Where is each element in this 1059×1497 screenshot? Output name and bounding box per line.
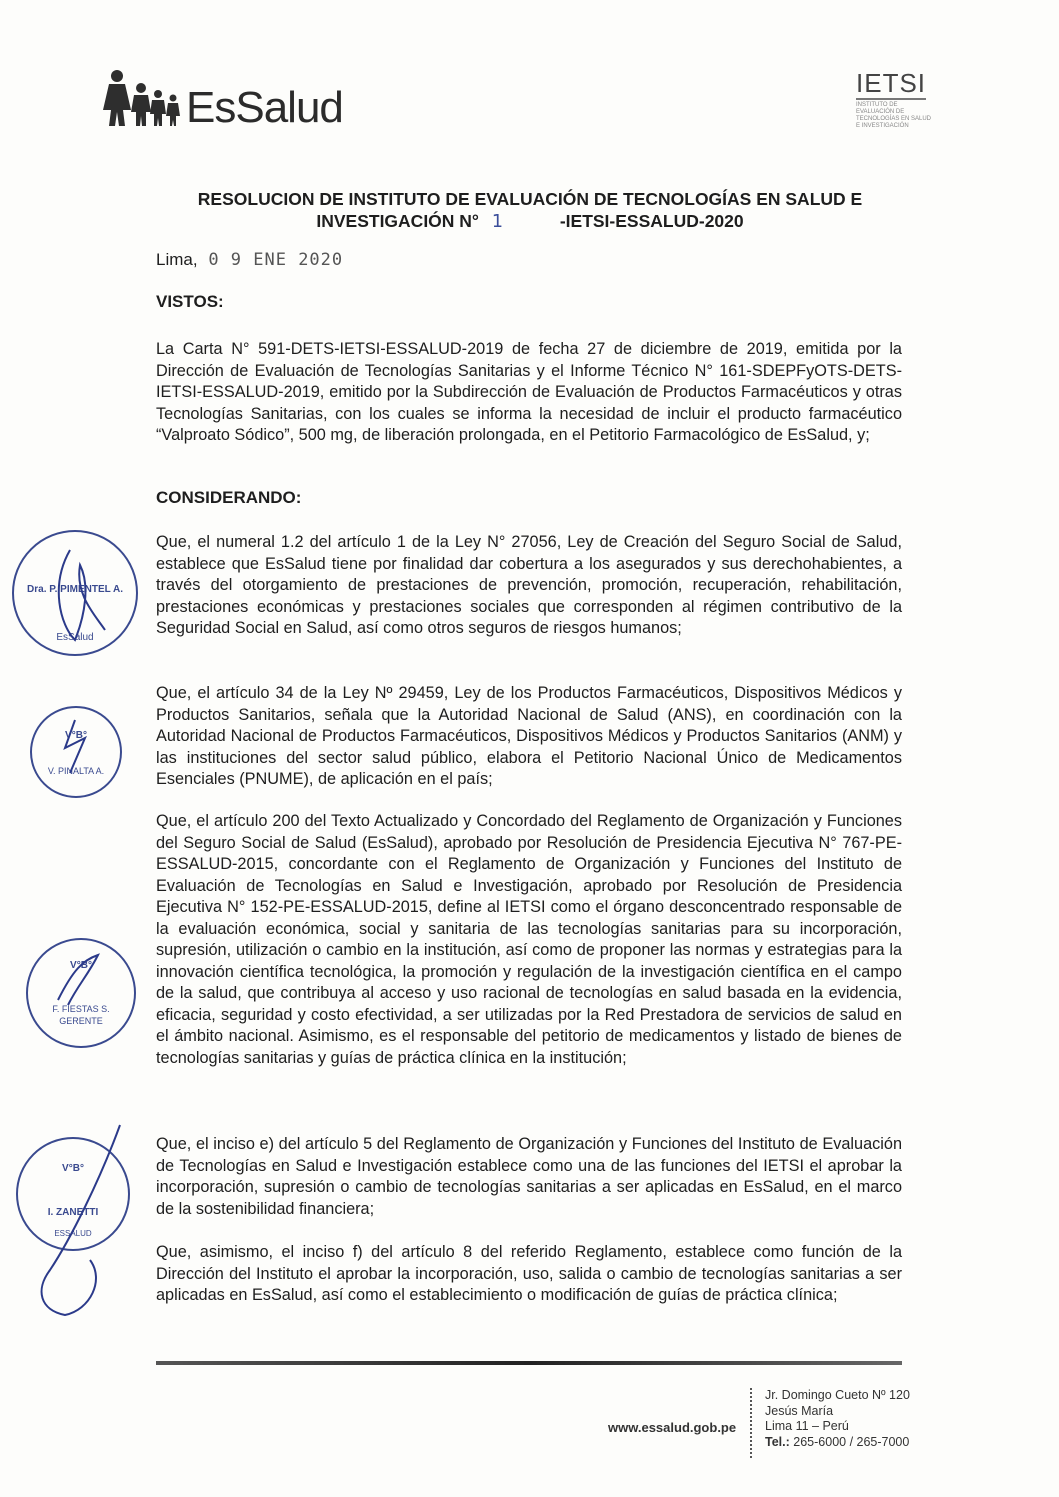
considerando-paragraph-5: Que, asimismo, el inciso f) del artículo 8 del referido Reglamento, establece como función de la Dirección del Instituto el aprobar la incorporación, uso, salida o cambio de tecnologías sanitarias a ser aplicadas en EsSalud, así como el establecimiento o modificación de guías de práctica clínica; [156,1243,902,1304]
signature-1 [40,545,110,645]
phone-value: 265-6000 / 265-7000 [793,1434,910,1449]
seal-org: ESSALUD [54,1229,92,1238]
seal-name: V. PINALTA A. [47,766,105,776]
seal-vb: V°B° [65,730,87,741]
considerando-paragraph-4: Que, el inciso e) del artículo 5 del Reglamento de Organización y Funciones del Instituto de Evaluación de Tecnologías en Salud e Investigación establece como una de las funciones del IETSI el aprobar la incorporación, supresión o cambio de tecnologías sanitarias a ser aplicadas en EsSalud, en el marco de la sostenibilidad financiera; [156,1135,902,1218]
date-stamp: 0 9 ENE 2020 [208,250,344,270]
seal-org: GERENTE [59,1016,103,1026]
seal-vb: V°B° [70,960,92,971]
considerando-paragraph-3: Que, el artículo 200 del Texto Actualizado y Concordado del Reglamento de Organización y Funciones del Seguro Social de Salud (EsSalud), aprobado por Resolución de Presidencia Ejecutiva N° 767-PE-ESSALUD-2015, concordante con el Reglamento de Organización y Funciones del Instituto de Evaluación de Tecnologías en Salud e Investigación, aprobado por Resolución de Presidencia Ejecutiva N° 152-PE-ESSALUD-2015, define al IETSI como el órgano desconcentrado responsable de la evaluación económica, social y sanitaria de las tecnologías sanitarias para su incorporación, supresión, utilización o cambio en la institución, así como de proponer las normas y estrategias para la innovación científica tecnológica, la promoción y regulación de la investigación científica en el campo de la salud, que contribuya al acceso y uso racional de tecnologías en salud basada en la evidencia, eficacia, seguridad y costo efectividad, a ser utilizadas por la Red Prestadora de servicios de salud en el ámbito nacional. Asimismo, es el responsable del petitorio de medicamentos y listado de bienes de tecnologías sanitarias y guías de práctica clínica en la institución; [156,812,902,1067]
phone-label: Tel.: [765,1434,790,1449]
date-line [156,250,343,270]
family-icon [103,68,183,130]
title-line-1: RESOLUCION DE INSTITUTO DE EVALUACIÓN DE TECNOLOGÍAS EN SALUD E [197,189,863,209]
considerando-paragraph-2: Que, el artículo 34 de la Ley Nº 29459, Ley de los Productos Farmacéuticos, Dispositivos Médicos y Productos Sanitarios, señala que la Autoridad Nacional de Salud (ANS), en coordinación con la Autoridad Nacional de Productos Farmacéuticos, Dispositivos Médicos y Productos Sanitarios (ANM) y las instituciones del sector salud público, elabora el Petitorio Nacional Único de Medicamentos Esenciales (PNUME), de aplicación en el país; [156,684,902,788]
ietsi-logo [856,70,936,130]
brand-name: EsSalud [186,83,343,132]
signature-3 [48,950,108,1010]
vistos-heading: VISTOS: [156,292,224,311]
essalud-logo [103,66,373,138]
ietsi-subtitle: INSTITUTO DE EVALUACIÓN DE TECNOLOGÍAS EN SALUD E INVESTIGACIÓN [856,102,932,129]
footer-website: www.essalud.gob.pe [608,1420,737,1435]
seal-name: F. FIESTAS S. [52,1004,110,1014]
seal-name: Dra. P. PIMENTEL A. [27,584,123,595]
title-suffix: -IETSI-ESSALUD-2020 [559,211,744,231]
ietsi-title: IETSI [856,68,927,98]
resolution-number: 1 [491,212,503,232]
address-line-1: Jr. Domingo Cueto Nº 120 [765,1388,910,1402]
title-line-2 [120,210,940,233]
footer-rule [156,1361,902,1365]
considerando-paragraph-1: Que, el numeral 1.2 del artículo 1 de la Ley N° 27056, Ley de Creación del Seguro Social de Salud, establece que EsSalud tiene por finalidad dar cobertura a los asegurados y sus derechohabientes, a través del otorgamiento de prestaciones de prevención, promoción, recuperación, rehabilitación, prestaciones económicas y prestaciones sociales que corresponden al régimen contributivo de la Seguridad Social en Salud, así como otros seguros de riesgos humanos; [156,533,902,637]
footer-divider [750,1388,752,1458]
date-label: Lima, [156,250,198,269]
title-prefix: INVESTIGACIÓN N° [316,211,479,231]
signature-2 [55,718,95,778]
seal-name: I. ZANETTI [47,1207,99,1218]
seal-org: EsSalud [56,632,94,643]
seal-vb: V°B° [62,1163,84,1174]
vistos-paragraph: La Carta N° 591-DETS-IETSI-ESSALUD-2019 de fecha 27 de diciembre de 2019, emitida por la Dirección de Evaluación de Tecnologías Sanitarias y el Informe Técnico N° 161-SDEPFyOTS-DETS-IETSI-ESSALUD-2019, emitido por la Subdirección de Evaluación de Productos Farmacéuticos y otras Tecnologías Sanitarias, con los cuales se informa la necesidad de incluir el producto farmacéutico “Valproato Sódico”, 500 mg, de liberación prolongada, en el Petitorio Farmacológico de EsSalud, y; [156,340,902,444]
address-line-2: Jesús María [765,1403,834,1418]
considerando-heading: CONSIDERANDO: [156,488,302,507]
phone-line [765,1435,910,1451]
address-line-3: Lima 11 – Perú [765,1419,849,1433]
signature-4 [20,1120,130,1320]
footer-address [765,1388,910,1450]
resolution-title [120,188,940,233]
